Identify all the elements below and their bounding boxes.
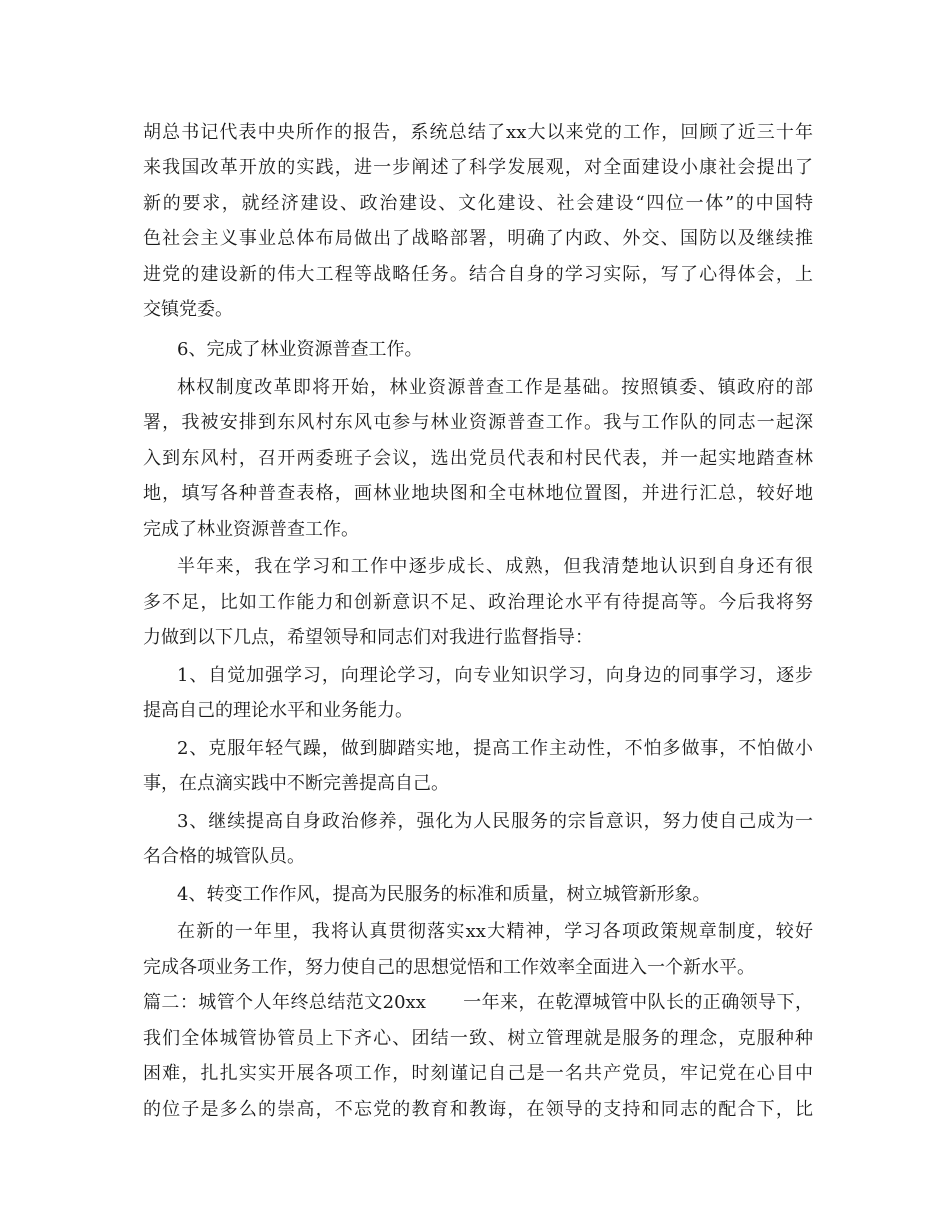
text-line: 入到东风村，召开两委班子会议，选出党员代表和村民代表，并一起实地踏查林 xyxy=(143,448,813,469)
text-line: 进党的建设新的伟大工程等战略任务。结合自身的学习实际，写了心得体会，上 xyxy=(143,264,813,285)
text-line: 在新的一年里，我将认真贯彻落实xx大精神，学习各项政策规章制度，较好 xyxy=(177,921,813,942)
list-item: 1、自觉加强学习，向理论学习，向专业知识学习，向身边的同事学习，逐步 xyxy=(177,665,813,686)
list-item: 4、转变工作作风，提高为民服务的标准和质量，树立城管新形象。 xyxy=(177,884,711,905)
text-line: 困难，扎扎实实开展各项工作，时刻谨记自己是一名共产党员，牢记党在心目中 xyxy=(143,1063,813,1084)
list-item: 2、克服年轻气躁，做到脚踏实地，提高工作主动性，不怕多做事，不怕做小 xyxy=(177,738,813,759)
text-line: 半年来，我在学习和工作中逐步成长、成熟，但我清楚地认识到自身还有很 xyxy=(177,556,813,577)
text-line: 署，我被安排到东风村东风屯参与林业资源普查工作。我与工作队的同志一起深 xyxy=(143,412,813,433)
text-line: 完成各项业务工作，努力使自己的思想觉悟和工作效率全面进入一个新水平。 xyxy=(143,957,755,978)
text-line: 力做到以下几点，希望领导和同志们对我进行监督指导： xyxy=(143,627,593,648)
text-line: 完成了林业资源普查工作。 xyxy=(143,519,359,540)
text-line: 色社会主义事业总体布局做出了战略部署，明确了内政、外交、国防以及继续推 xyxy=(143,228,813,249)
text-line: 来我国改革开放的实践，进一步阐述了科学发展观，对全面建设小康社会提出了 xyxy=(143,157,813,178)
text-line: 林权制度改革即将开始，林业资源普查工作是基础。按照镇委、镇政府的部 xyxy=(177,377,813,398)
text-line: 胡总书记代表中央所作的报告，系统总结了xx大以来党的工作，回顾了近三十年 xyxy=(143,122,813,143)
text-line: 交镇党委。 xyxy=(143,299,233,320)
section-heading: 6、完成了林业资源普查工作。 xyxy=(177,339,423,360)
text-line: 提高自己的理论水平和业务能力。 xyxy=(143,700,413,721)
text-line: 我们全体城管协管员上下齐心、团结一致、树立管理就是服务的理念，克服种种 xyxy=(143,1028,813,1049)
text-line: 多不足，比如工作能力和创新意识不足、政治理论水平有待提高等。今后我将努 xyxy=(143,592,813,613)
text-line: 名合格的城管队员。 xyxy=(143,846,305,867)
section-title-line: 篇二：城管个人年终总结范文20xx 一年来，在乾潭城管中队长的正确领导下， xyxy=(143,992,813,1013)
text-line: 新的要求，就经济建设、政治建设、文化建设、社会建设“四位一体”的中国特 xyxy=(143,193,813,214)
list-item: 3、继续提高自身政治修养，强化为人民服务的宗旨意识，努力使自己成为一 xyxy=(177,811,813,832)
text-line: 的位子是多么的崇高，不忘党的教育和教诲，在领导的支持和同志的配合下，比 xyxy=(143,1099,813,1120)
text-line: 地，填写各种普查表格，画林业地块图和全屯林地位置图，并进行汇总，较好地 xyxy=(143,483,813,504)
text-line: 事，在点滴实践中不断完善提高自己。 xyxy=(143,773,449,794)
